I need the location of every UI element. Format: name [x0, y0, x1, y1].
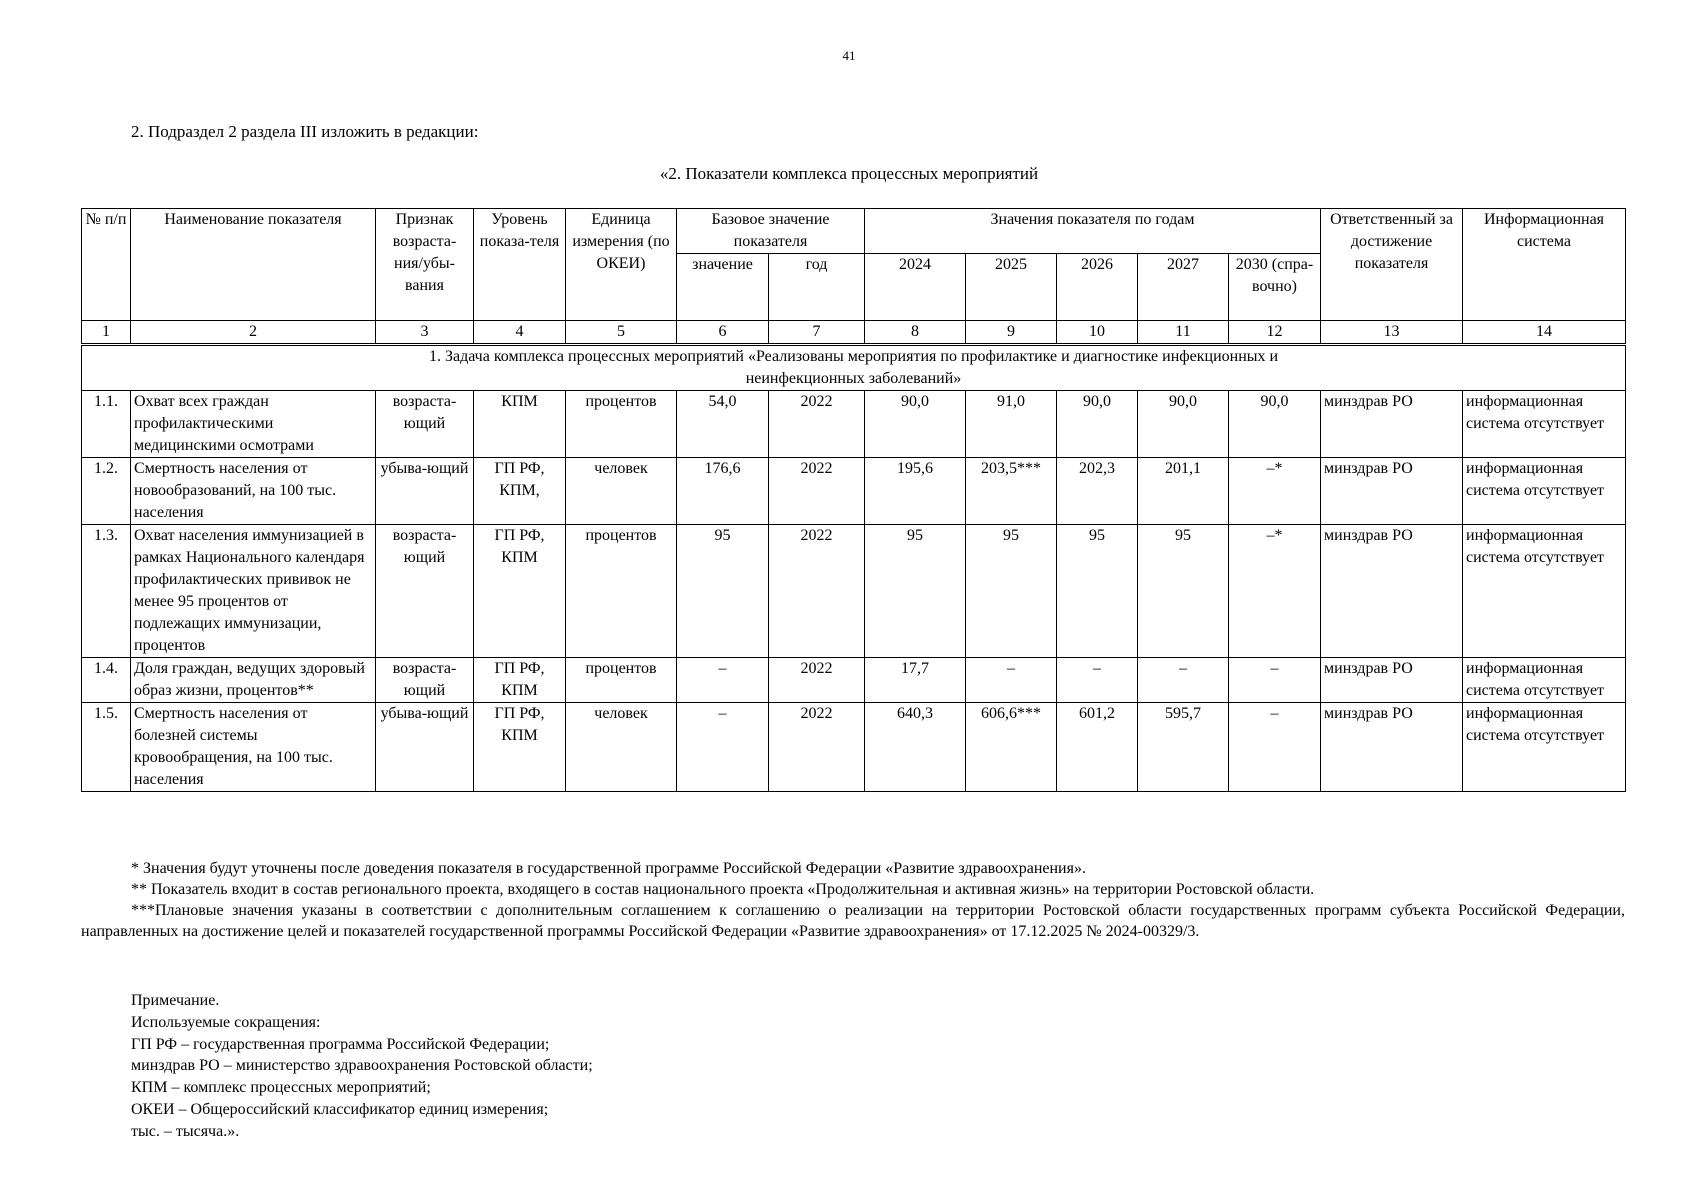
value-2025: 91,0 — [966, 391, 1057, 458]
table-row — [82, 658, 1626, 703]
value-2027: 95 — [1138, 525, 1229, 658]
column-number: 10 — [1057, 321, 1138, 345]
column-number: 5 — [566, 321, 677, 345]
value-2024: 17,7 — [865, 658, 966, 703]
abbreviation-item: ГП РФ – государственная программа Российской Федерации; — [131, 1035, 550, 1053]
indicator-unit: человек — [566, 703, 677, 792]
base-value: 54,0 — [677, 391, 769, 458]
abbreviation-item: ОКЕИ – Общероссийский классификатор единиц измерения; — [131, 1100, 549, 1118]
table-row — [82, 703, 1626, 792]
header-name: Наименование показателя — [131, 209, 376, 321]
abbreviation-item: КПМ – комплекс процессных мероприятий; — [131, 1079, 431, 1097]
abbreviation-item: тыс. – тысяча.». — [131, 1122, 240, 1140]
footnotes — [81, 858, 1625, 942]
indicator-sign: убыва-ющий — [376, 458, 474, 525]
info-system: информационная система отсутствует — [1463, 391, 1626, 458]
row-number: 1.4. — [82, 658, 131, 703]
value-2025: 606,6*** — [966, 703, 1057, 792]
indicator-unit: процентов — [566, 525, 677, 658]
header-info-system: Информационная система — [1463, 209, 1626, 321]
base-value: 95 — [677, 525, 769, 658]
header-base-year: год — [769, 254, 865, 321]
indicator-sign: возраста-ющий — [376, 525, 474, 658]
header-base-value: значение — [677, 254, 769, 321]
header-2026: 2026 — [1057, 254, 1138, 321]
value-2030: –* — [1229, 458, 1321, 525]
column-number: 8 — [865, 321, 966, 345]
value-2024: 195,6 — [865, 458, 966, 525]
base-value: 176,6 — [677, 458, 769, 525]
indicator-name: Смертность населения от новообразований, на 100 тыс. населения — [131, 458, 376, 525]
footnote-1: * Значения будут уточнены после доведения показателя в государственной программе Российской Федерации «Развитие здравоохранения». — [131, 860, 1086, 877]
row-number: 1.3. — [82, 525, 131, 658]
row-number: 1.1. — [82, 391, 131, 458]
header-sign: Признак возраста-ния/убы-вания — [376, 209, 474, 321]
value-2026: 202,3 — [1057, 458, 1138, 525]
column-number: 6 — [677, 321, 769, 345]
task-title: 1. Задача комплекса процессных мероприятий «Реализованы мероприятия по профилактике и диагностике инфекционных и неинфекционных заболеваний» — [82, 345, 1626, 391]
info-system: информационная система отсутствует — [1463, 458, 1626, 525]
indicator-level: ГП РФ, КПМ, — [474, 458, 566, 525]
column-number: 12 — [1229, 321, 1321, 345]
notes-subtitle: Используемые сокращения: — [131, 1013, 321, 1031]
task-row — [82, 345, 1626, 391]
value-2026: 90,0 — [1057, 391, 1138, 458]
indicator-name: Охват всех граждан профилактическими медицинскими осмотрами — [131, 391, 376, 458]
header-2025: 2025 — [966, 254, 1057, 321]
column-number: 14 — [1463, 321, 1626, 345]
header-2027: 2027 — [1138, 254, 1229, 321]
value-2024: 640,3 — [865, 703, 966, 792]
column-number: 11 — [1138, 321, 1229, 345]
value-2025: – — [966, 658, 1057, 703]
indicators-table — [81, 208, 1626, 792]
column-number: 1 — [82, 321, 131, 345]
value-2026: – — [1057, 658, 1138, 703]
column-numbers-row — [82, 321, 1626, 345]
value-2027: 90,0 — [1138, 391, 1229, 458]
footnote-2: ** Показатель входит в состав регионального проекта, входящего в состав национального проекта «Продолжительная и активная жизнь» на территории Ростовской области. — [131, 881, 1315, 898]
column-number: 4 — [474, 321, 566, 345]
indicator-unit: процентов — [566, 658, 677, 703]
value-2030: 90,0 — [1229, 391, 1321, 458]
page-number: 41 — [842, 48, 856, 63]
column-number: 13 — [1321, 321, 1463, 345]
indicator-sign: убыва-ющий — [376, 703, 474, 792]
value-2027: 595,7 — [1138, 703, 1229, 792]
indicator-level: КПМ — [474, 391, 566, 458]
indicator-sign: возраста-ющий — [376, 391, 474, 458]
base-year: 2022 — [769, 458, 865, 525]
base-year: 2022 — [769, 391, 865, 458]
footnote-3: ***Плановые значения указаны в соответствии с дополнительным соглашением к соглашению о реализации на территории Ростовской области государственных программ субъекта Российской Федерации, направленных на достижение целей и показателей государственной программы Российской Федерации «Развитие здравоохранения» от 17.12.2025 № 2024-00329/3. — [81, 902, 1625, 940]
header-row-1 — [82, 209, 1626, 254]
column-number: 9 — [966, 321, 1057, 345]
base-year: 2022 — [769, 658, 865, 703]
table-row — [82, 458, 1626, 525]
indicator-unit: человек — [566, 458, 677, 525]
header-unit: Единица измерения (по ОКЕИ) — [566, 209, 677, 321]
column-number: 3 — [376, 321, 474, 345]
row-number: 1.2. — [82, 458, 131, 525]
header-num: № п/п — [82, 209, 131, 321]
header-base: Базовое значение показателя — [677, 209, 865, 254]
value-2030: –* — [1229, 525, 1321, 658]
value-2025: 95 — [966, 525, 1057, 658]
indicator-sign: возраста-ющий — [376, 658, 474, 703]
value-2025: 203,5*** — [966, 458, 1057, 525]
indicator-name: Смертность населения от болезней системы кровообращения, на 100 тыс. населения — [131, 703, 376, 792]
responsible: минздрав РО — [1321, 458, 1463, 525]
intro-text: 2. Подраздел 2 раздела III изложить в редакции: — [131, 122, 479, 141]
row-number: 1.5. — [82, 703, 131, 792]
table-title: «2. Показатели комплекса процессных мероприятий — [659, 164, 1039, 183]
notes-title: Примечание. — [131, 992, 220, 1009]
header-2030: 2030 (спра-вочно) — [1229, 254, 1321, 321]
info-system: информационная система отсутствует — [1463, 658, 1626, 703]
value-2027: 201,1 — [1138, 458, 1229, 525]
base-value: – — [677, 703, 769, 792]
header-level: Уровень показа-теля — [474, 209, 566, 321]
indicator-level: ГП РФ, КПМ — [474, 658, 566, 703]
value-2024: 95 — [865, 525, 966, 658]
indicator-unit: процентов — [566, 391, 677, 458]
indicator-name: Охват населения иммунизацией в рамках Национального календаря профилактических прививок не менее 95 процентов от подлежащих иммунизации, процентов — [131, 525, 376, 658]
responsible: минздрав РО — [1321, 391, 1463, 458]
value-2026: 601,2 — [1057, 703, 1138, 792]
responsible: минздрав РО — [1321, 703, 1463, 792]
value-2024: 90,0 — [865, 391, 966, 458]
header-values: Значения показателя по годам — [865, 209, 1321, 254]
table-row — [82, 391, 1626, 458]
header-responsible: Ответственный за достижение показателя — [1321, 209, 1463, 321]
base-year: 2022 — [769, 525, 865, 658]
indicator-level: ГП РФ, КПМ — [474, 525, 566, 658]
abbreviation-item: минздрав РО – министерство здравоохранения Ростовской области; — [131, 1057, 593, 1075]
base-year: 2022 — [769, 703, 865, 792]
value-2026: 95 — [1057, 525, 1138, 658]
value-2030: – — [1229, 658, 1321, 703]
value-2027: – — [1138, 658, 1229, 703]
info-system: информационная система отсутствует — [1463, 525, 1626, 658]
column-number: 2 — [131, 321, 376, 345]
table-row — [82, 525, 1626, 658]
indicator-name: Доля граждан, ведущих здоровый образ жизни, процентов** — [131, 658, 376, 703]
column-number: 7 — [769, 321, 865, 345]
notes — [131, 990, 593, 1143]
value-2030: – — [1229, 703, 1321, 792]
header-2024: 2024 — [865, 254, 966, 321]
info-system: информационная система отсутствует — [1463, 703, 1626, 792]
responsible: минздрав РО — [1321, 658, 1463, 703]
responsible: минздрав РО — [1321, 525, 1463, 658]
base-value: – — [677, 658, 769, 703]
indicator-level: ГП РФ, КПМ — [474, 703, 566, 792]
